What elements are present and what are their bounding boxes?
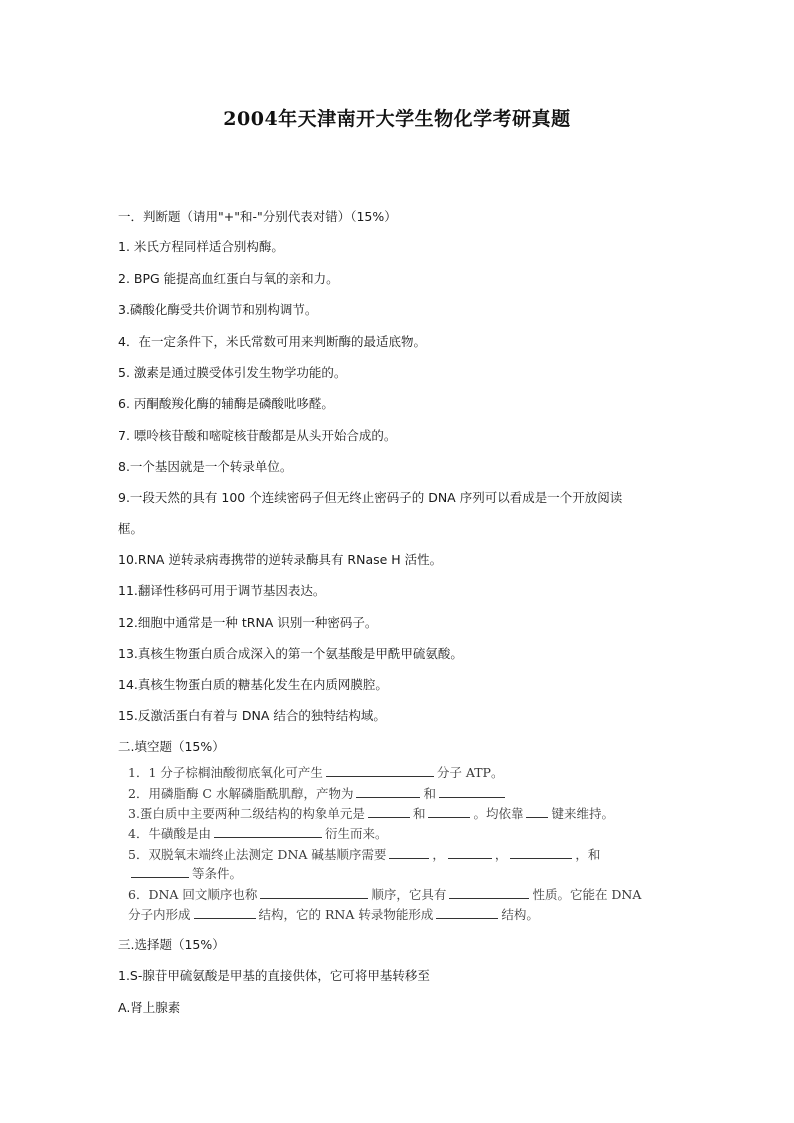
list-item: 1. 米氏方程同样适合别构酶。 <box>118 239 284 254</box>
list-item: 13.真核生物蛋白质合成深入的第一个氨基酸是甲酰甲硫氨酸。 <box>118 646 463 661</box>
section-heading: 三.选择题（15%） <box>118 937 225 952</box>
fill-question-3: 3.蛋白质中主要两种二级结构的构象单元是 和 。均依靠 键来维持。 <box>128 806 614 821</box>
section-heading: 一．判断题（请用"+"和-"分别代表对错）（15%） <box>118 209 397 224</box>
list-item: 15.反激活蛋白有着与 DNA 结合的独特结构域。 <box>118 708 386 723</box>
fill-question-6-continued: 分子内形成 结构，它的 RNA 转录物能形成 结构。 <box>128 907 539 922</box>
answer-blank[interactable] <box>214 825 322 838</box>
list-item: 10.RNA 逆转录病毒携带的逆转录酶具有 RNase H 活性。 <box>118 552 443 567</box>
answer-blank[interactable] <box>356 785 420 798</box>
list-item: 11.翻译性移码可用于调节基因表达。 <box>118 583 326 598</box>
list-item: 7. 嘌呤核苷酸和嘧啶核苷酸都是从头开始合成的。 <box>118 428 397 443</box>
fill-question-2: 2．用磷脂酶 C 水解磷脂酰肌醇，产物为 和 <box>128 785 508 803</box>
answer-blank[interactable] <box>526 805 548 818</box>
answer-blank[interactable] <box>260 886 368 899</box>
list-item: 框。 <box>118 521 144 536</box>
list-item: 4．在一定条件下，米氏常数可用来判断酶的最适底物。 <box>118 334 426 349</box>
answer-blank[interactable] <box>510 846 572 859</box>
list-item: A.肾上腺素 <box>118 1000 181 1015</box>
list-item: 5. 激素是通过膜受体引发生物学功能的。 <box>118 365 347 380</box>
fill-question-1: 1．1 分子棕榈油酸彻底氧化可产生 分子 ATP。 <box>128 765 504 780</box>
page-title: 2004年天津南开大学生物化学考研真题 <box>223 108 571 130</box>
answer-blank[interactable] <box>368 805 410 818</box>
fill-question-6: 6．DNA 回文顺序也称 顺序，它具有 性质。它能在 DNA <box>128 887 642 902</box>
fill-question-5: 5．双脱氧末端终止法测定 DNA 碱基顺序需要 ， ， ，和 <box>128 847 601 862</box>
answer-blank[interactable] <box>428 805 470 818</box>
fill-question-5-continued: 等条件。 <box>128 865 242 883</box>
answer-blank[interactable] <box>436 906 498 919</box>
list-item: 2. BPG 能提高血红蛋白与氧的亲和力。 <box>118 271 339 286</box>
list-item: 1.S-腺苷甲硫氨酸是甲基的直接供体，它可将甲基转移至 <box>118 968 430 983</box>
answer-blank[interactable] <box>326 764 434 777</box>
list-item: 9.一段天然的具有 100 个连续密码子但无终止密码子的 DNA 序列可以看成是一个开放阅读 <box>118 490 623 505</box>
list-item: 6. 丙酮酸羧化酶的辅酶是磷酸吡哆醛。 <box>118 396 334 411</box>
answer-blank[interactable] <box>389 846 429 859</box>
list-item: 8.一个基因就是一个转录单位。 <box>118 459 293 474</box>
list-item: 3.磷酸化酶受共价调节和别构调节。 <box>118 302 318 317</box>
answer-blank[interactable] <box>131 865 189 878</box>
list-item: 12.细胞中通常是一种 tRNA 识别一种密码子。 <box>118 615 378 630</box>
list-item: 14.真核生物蛋白质的糖基化发生在内质网膜腔。 <box>118 677 388 692</box>
section-heading: 二.填空题（15%） <box>118 739 225 754</box>
fill-question-4: 4．牛磺酸是由 衍生而来。 <box>128 826 388 841</box>
answer-blank[interactable] <box>439 785 505 798</box>
answer-blank[interactable] <box>448 846 492 859</box>
answer-blank[interactable] <box>449 886 529 899</box>
answer-blank[interactable] <box>194 906 256 919</box>
